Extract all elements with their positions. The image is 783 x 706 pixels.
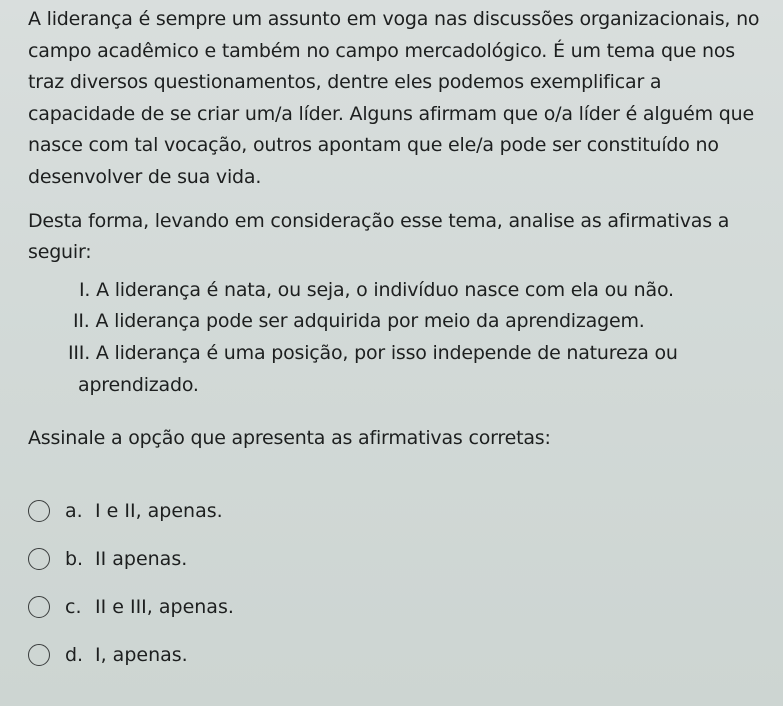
- statement-2: II. A liderança pode ser adquirida por meio da aprendizagem.: [73, 310, 645, 333]
- radio-button-a[interactable]: [28, 500, 50, 522]
- statement-3-line-2: aprendizado.: [78, 373, 199, 396]
- option-b[interactable]: [28, 535, 773, 583]
- option-c-letter: c.: [65, 595, 82, 618]
- option-d-letter: d.: [65, 643, 84, 666]
- statement-3-line-1: III. A liderança é uma posição, por isso independe de natureza ou: [68, 341, 678, 364]
- question-context-paragraph: A liderança é sempre um assunto em voga nas discussões organizacionais, no campo acadêmico e também no campo mercadológico. É um tema que nos traz diversos questionamentos, dentre eles podemos exemplificar a capacidade de se criar um/a líder. Alguns afirmam que o/a líder é alguém que nasce com tal vocação, outros apontam que ele/a pode ser constituído no desenvolver de sua vida.: [28, 8, 760, 188]
- option-b-letter: b.: [65, 547, 84, 570]
- statement-1: I. A liderança é nata, ou seja, o indivíduo nasce com ela ou não.: [79, 278, 674, 301]
- answer-options: [28, 487, 773, 679]
- answer-instruction: Assinale a opção que apresenta as afirmativas corretas:: [28, 427, 551, 450]
- statement-3: [28, 338, 773, 401]
- option-a-text: I e II, apenas.: [95, 499, 223, 522]
- statements-list: [28, 275, 773, 401]
- option-c-text: II e III, apenas.: [95, 595, 234, 618]
- option-b-text: II apenas.: [95, 547, 188, 570]
- option-c[interactable]: [28, 583, 773, 631]
- option-d[interactable]: [28, 631, 773, 679]
- question-prompt-paragraph: Desta forma, levando em consideração esse tema, analise as afirmativas a seguir:: [28, 209, 730, 264]
- radio-button-b[interactable]: [28, 548, 50, 570]
- option-a-letter: a.: [65, 499, 83, 522]
- option-a[interactable]: [28, 487, 773, 535]
- radio-button-d[interactable]: [28, 644, 50, 666]
- option-d-text: I, apenas.: [95, 643, 188, 666]
- radio-button-c[interactable]: [28, 596, 50, 618]
